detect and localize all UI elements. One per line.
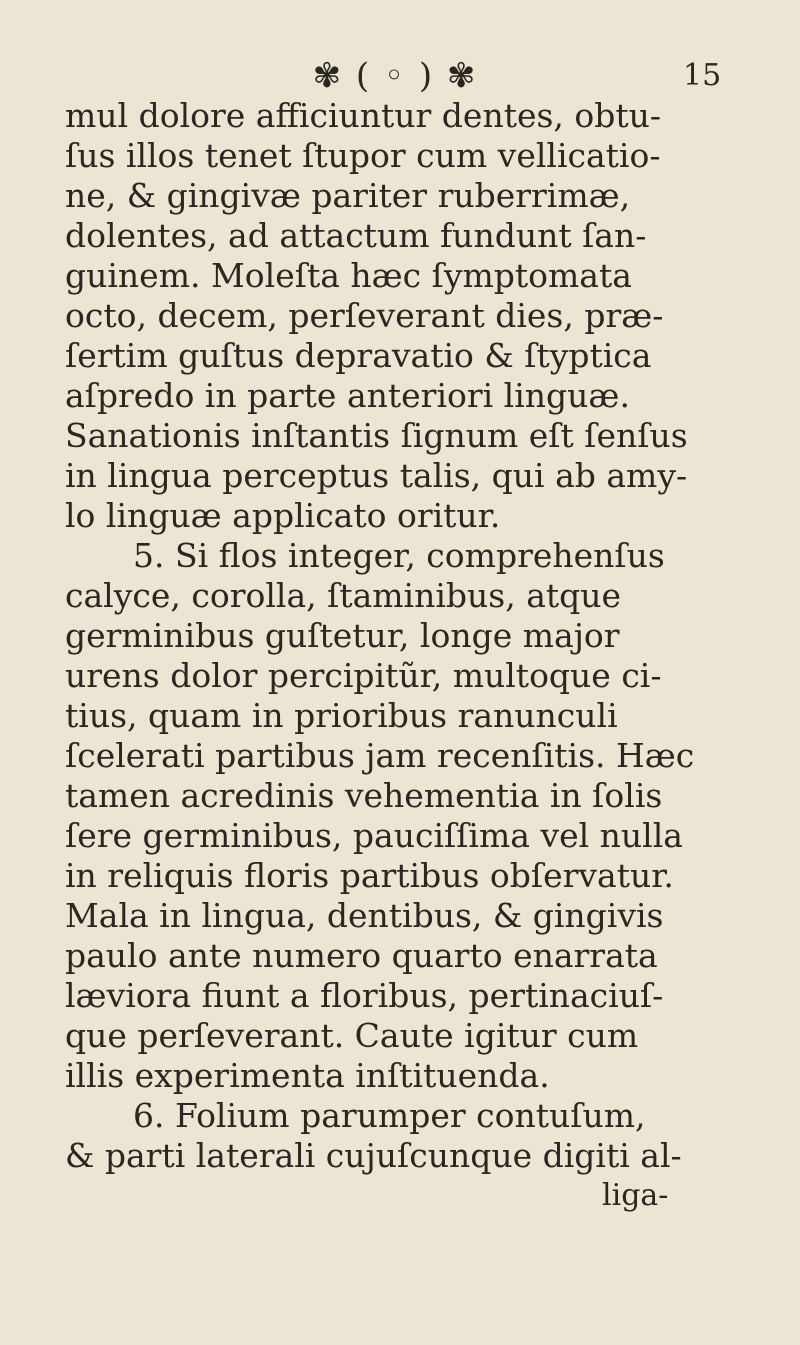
text-line: germinibus guſtetur, longe major: [65, 616, 620, 655]
text-line: que perſeverant. Caute igitur cum: [65, 1016, 639, 1055]
text-line: & parti laterali cujuſcunque digiti al-: [65, 1136, 682, 1175]
text-line: urens dolor percipitũr, multoque ci-: [65, 656, 662, 695]
page-header: [0, 56, 800, 96]
text-line: ſcelerati partibus jam recenſitis. Hæc: [65, 736, 695, 775]
text-line: octo, decem, perſeverant dies, præ-: [65, 296, 664, 335]
text-line: ſertim guſtus depravatio & ſtyptica: [65, 336, 652, 375]
text-line: Mala in lingua, dentibus, & gingivis: [65, 896, 664, 935]
catchword: liga-: [602, 1178, 669, 1213]
text-line: paulo ante numero quarto enarrata: [65, 936, 658, 975]
page-number: 15: [683, 58, 722, 93]
text-line: illis experimenta inſtituenda.: [65, 1056, 550, 1095]
text-line: mul dolore afficiuntur dentes, obtu-: [65, 96, 662, 135]
text-line: in reliquis floris partibus obſervatur.: [65, 856, 674, 895]
text-line: calyce, corolla, ſtaminibus, atque: [65, 576, 622, 615]
text-line: lo linguæ applicato oritur.: [65, 496, 501, 535]
header-ornament: ✾ ( ◦ ) ✾: [312, 56, 478, 96]
text-line: aſpredo in parte anteriori linguæ.: [65, 376, 630, 415]
text-line: ſere germinibus, pauciſſima vel nulla: [65, 816, 683, 855]
text-line: in lingua perceptus talis, qui ab amy-: [65, 456, 688, 495]
text-line: tius, quam in prioribus ranunculi: [65, 696, 618, 735]
text-line: tamen acredinis vehementia in ſolis: [65, 776, 663, 815]
text-line: 6. Folium parumper contuſum,: [133, 1096, 646, 1135]
text-line: dolentes, ad attactum fundunt ſan-: [65, 216, 647, 255]
text-line: ne, & gingivæ pariter ruberrimæ,: [65, 176, 631, 215]
text-line: læviora fiunt a floribus, pertinaciuſ-: [65, 976, 664, 1015]
text-line: guinem. Moleſta hæc ſymptomata: [65, 256, 632, 295]
text-line: ſus illos tenet ſtupor cum vellicatio-: [65, 136, 661, 175]
text-line: Sanationis inſtantis ſignum eſt ſenſus: [65, 416, 688, 455]
text-line: 5. Si flos integer, comprehenſus: [133, 536, 665, 575]
